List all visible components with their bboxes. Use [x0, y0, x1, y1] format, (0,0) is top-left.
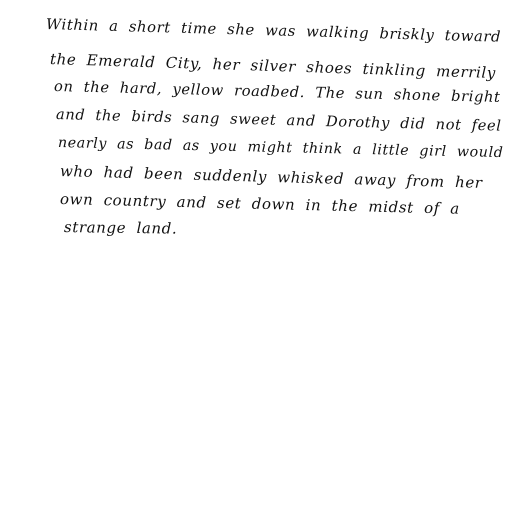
text-line-7: own country and set down in the midst of a — [59, 190, 461, 218]
text-line-8: strange land. — [63, 218, 178, 238]
text-line-2: the Emerald City, her silver shoes tinkling merrily — [49, 50, 497, 83]
text-line-6: who had been suddenly whisked away from her — [59, 162, 483, 192]
text-line-4: and the birds sang sweet and Dorothy did not feel — [55, 106, 502, 135]
text-line-1: Within a short time she was walking briskly toward — [45, 16, 502, 46]
text-line-5: nearly as bad as you might think a little girl would — [57, 135, 504, 162]
text-line-3: on the hard, yellow roadbed. The sun shone bright — [53, 78, 501, 106]
